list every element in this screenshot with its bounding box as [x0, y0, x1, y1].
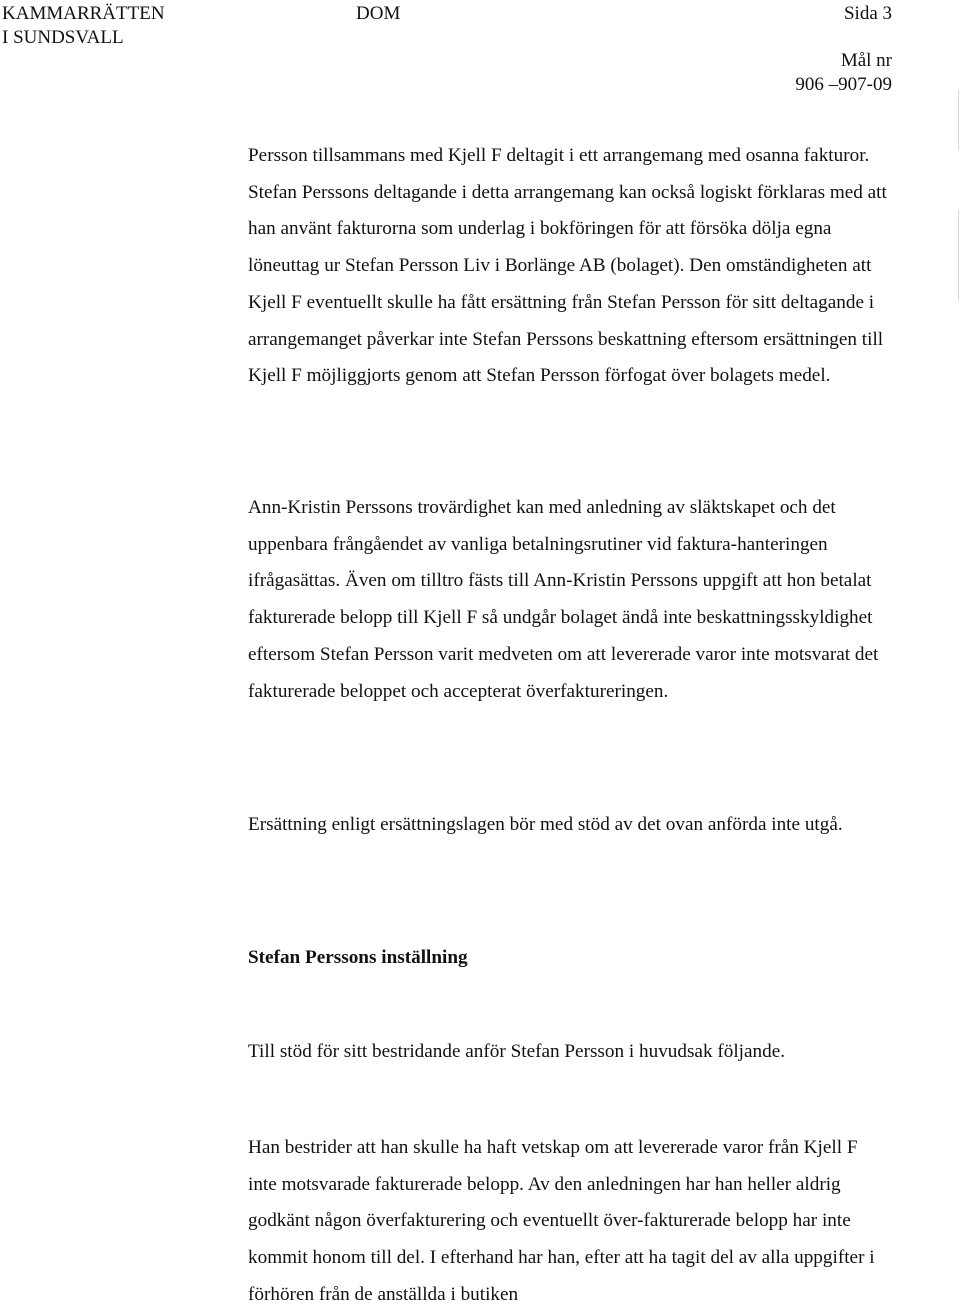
court-name-line-2: I SUNDSVALL: [2, 27, 124, 48]
court-name: [2, 2, 165, 50]
case-number: 906 –907-09: [795, 74, 892, 95]
paragraph-1: Persson tillsammans med Kjell F deltagit i ett arrangemang med osanna fakturor. Stefan Perssons deltagande i detta arrangemang kan också logiskt förklaras med att han använt fakturorna som underlag i bokföringen för att försöka dölja egna löneuttag ur Stefan Persson Liv i Borlänge AB (bolaget). Den omständigheten att Kjell F eventuellt skulle ha fått ersättning från Stefan Persson för sitt deltagande i arrangemanget påverkar inte Stefan Perssons beskattning eftersom ersättningen till Kjell F möjliggjorts genom att Stefan Persson förfogat över bolagets medel.: [248, 145, 887, 387]
court-name-line-1: KAMMARRÄTTEN: [2, 3, 165, 24]
paragraph-4: Till stöd för sitt bestridande anför Stefan Persson i huvudsak följande.: [248, 1041, 786, 1062]
document-type: DOM: [356, 3, 401, 24]
scan-edge-mark: [958, 210, 959, 300]
paragraph-5: Han bestrider att han skulle ha haft vetskap om att levererade varor från Kjell F inte motsvarade fakturerade belopp. Av den anledningen har han heller aldrig godkänt någon överfakturering och eventuellt över-fakturerade belopp har inte kommit honom till del. I efterhand har han, efter att ha tagit del av alla uppgifter i förhören från de anställda i butiken: [248, 1137, 875, 1305]
case-number-label: Mål nr: [840, 50, 892, 71]
paragraph-2: Ann-Kristin Perssons trovärdighet kan med anledning av släktskapet och det uppenbara frångåendet av vanliga betalningsrutiner vid faktura-hanteringen ifrågasättas. Även om tilltro fästs till Ann-Kristin Perssons uppgift att hon betalat fakturerade belopp till Kjell F så undgår bolaget ändå inte beskattningsskyldighet eftersom Stefan Persson varit medveten om att levererade varor inte motsvarat det fakturerade beloppet och accepterat överfaktureringen.: [248, 497, 879, 702]
page-number: Sida 3: [843, 3, 892, 24]
section-heading: Stefan Perssons inställning: [248, 947, 468, 968]
case-number-block: [795, 49, 892, 97]
scan-edge-mark: [958, 90, 959, 150]
paragraph-3: Ersättning enligt ersättningslagen bör med stöd av det ovan anförda inte utgå.: [248, 814, 843, 835]
